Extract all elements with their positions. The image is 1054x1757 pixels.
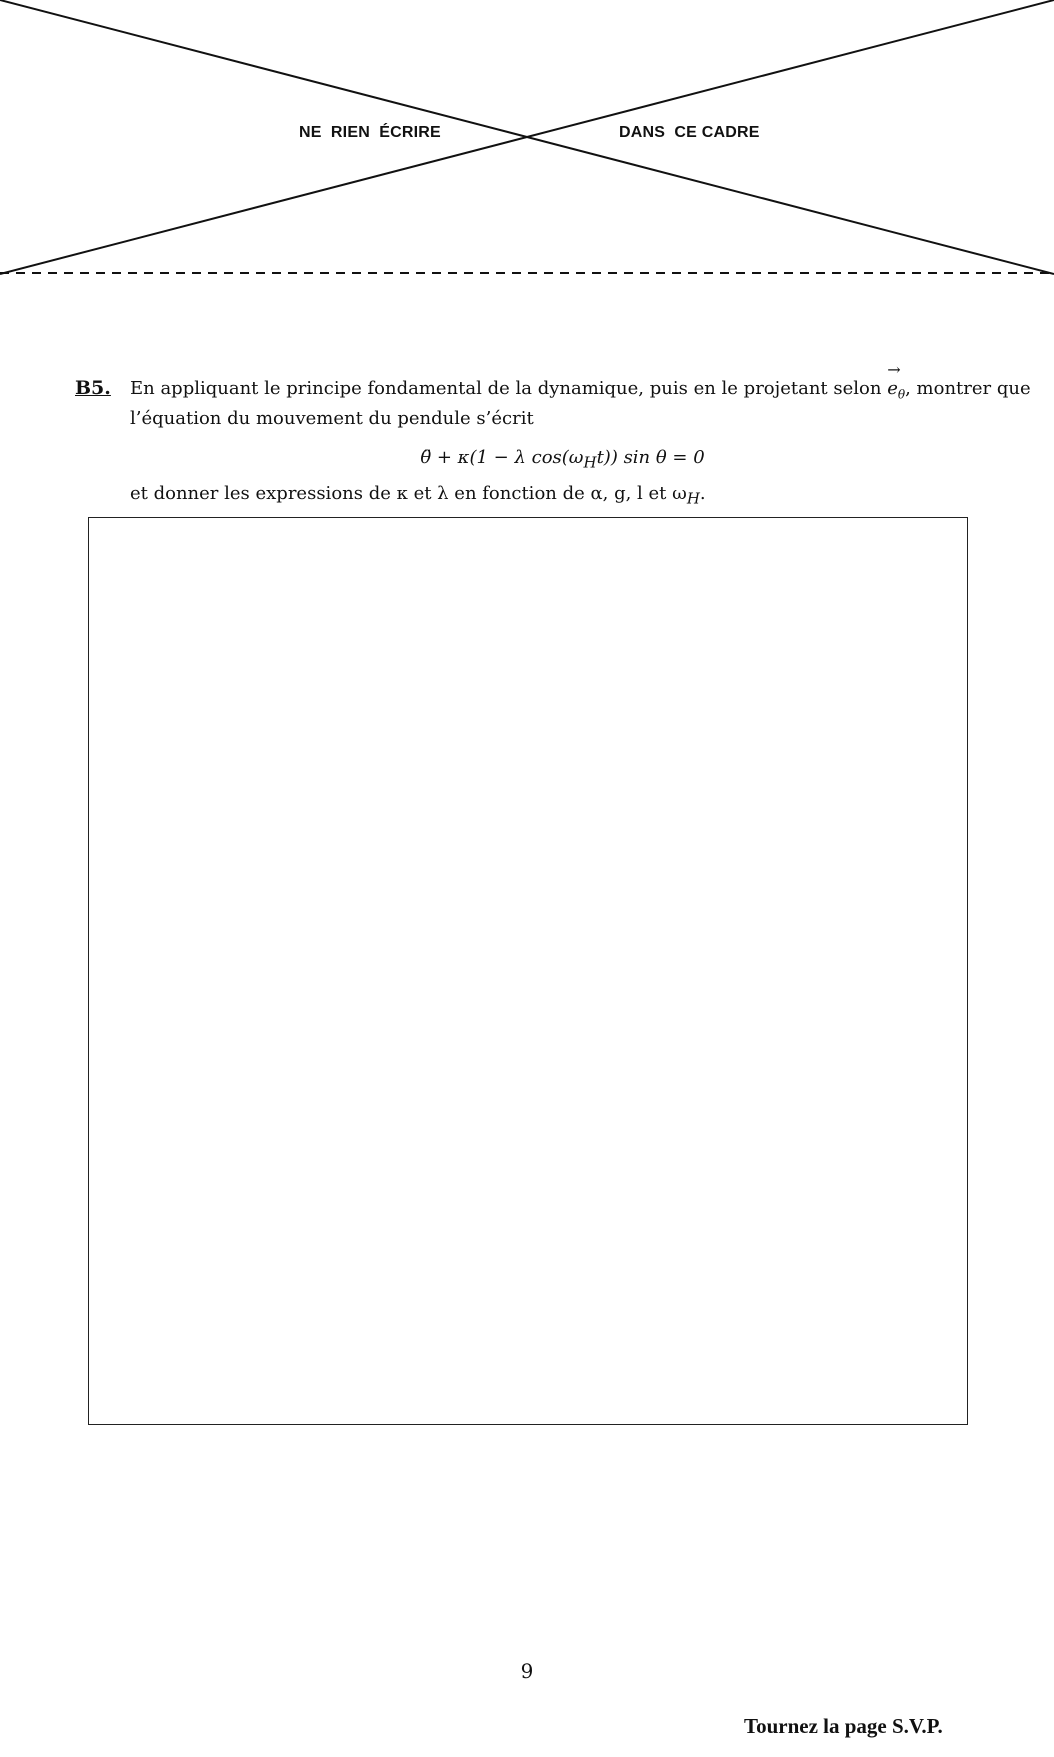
turn-page-note: Tournez la page S.V.P. [744, 1714, 943, 1738]
page-number: 9 [520, 1659, 534, 1683]
statement-part-1: En appliquant le principe fondamental de la dynamique, puis en le projetant selon [130, 378, 882, 399]
vector-arrow-icon: → [887, 360, 901, 379]
question-number: B5. [75, 377, 111, 399]
question-statement [130, 360, 1050, 431]
vector-letter: e [887, 378, 898, 399]
vector-subscript: θ [897, 387, 906, 402]
equation-end: t)) sin θ = 0 [596, 447, 705, 468]
question-statement-end [130, 483, 706, 508]
vector-e-theta [887, 360, 906, 407]
no-write-zone-frame [0, 0, 1054, 280]
equation-sub: H [583, 453, 597, 472]
equation-main: θ̈ + κ(1 − λ cos(ω [420, 447, 584, 468]
no-write-label-right: DANS CE CADRE [619, 124, 760, 141]
statement-part-3: et donner les expressions de κ et λ en fonction de α, g, l et ω [130, 483, 687, 504]
statement-end: . [699, 483, 706, 504]
equation-of-motion [75, 447, 1050, 472]
statement-part-2: , montrer que l’équation du mouvement du pendule s’écrit [130, 378, 1031, 429]
no-write-label-left: NE RIEN ÉCRIRE [299, 124, 441, 141]
statement-sub: H [686, 489, 700, 508]
answer-box[interactable] [88, 517, 968, 1425]
